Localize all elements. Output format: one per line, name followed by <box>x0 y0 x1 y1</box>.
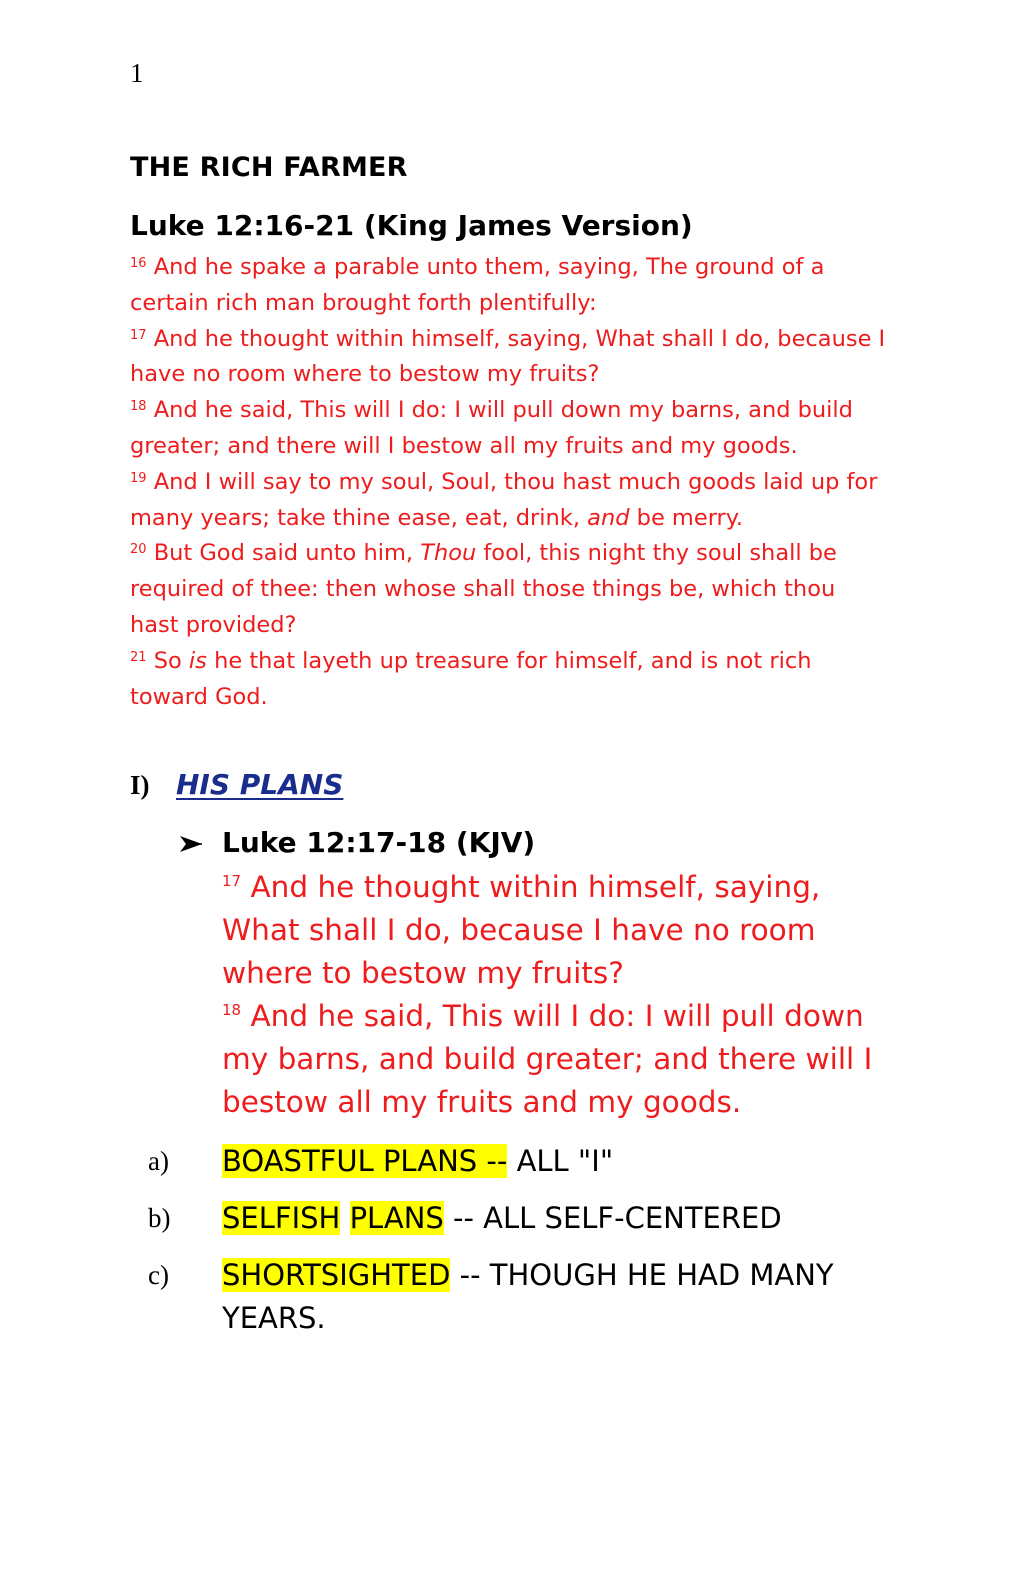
section-number: I) <box>130 770 150 800</box>
point-text <box>222 1140 842 1183</box>
points-list <box>130 1140 890 1354</box>
point-letter: b) <box>148 1203 171 1233</box>
bullet-reference <box>178 826 535 859</box>
verse-number: 16 <box>130 256 147 271</box>
verse-text: So <box>153 647 182 674</box>
page-number: 1 <box>130 58 144 88</box>
verse-19 <box>130 469 877 531</box>
point-rest: ALL "I" <box>516 1144 614 1178</box>
bullet-reference-label: Luke 12:17-18 (KJV) <box>222 826 536 859</box>
document-title: THE RICH FARMER <box>130 152 408 183</box>
sub-verse-18 <box>222 999 872 1119</box>
point-text <box>222 1197 842 1240</box>
highlighted-text: SELFISH <box>222 1201 341 1235</box>
verse-16 <box>130 254 824 316</box>
verse-text: And he thought within himself, saying, What shall I do, because I have no room where to bestow my fruits? <box>222 870 821 990</box>
verse-text: he that layeth up treasure for himself, and is not rich toward God. <box>130 647 812 710</box>
point-letter: a) <box>148 1146 169 1176</box>
verse-text: And he thought within himself, saying, What shall I do, because I have no room where to bestow my fruits? <box>130 325 886 388</box>
verse-number: 17 <box>222 872 242 890</box>
point-item <box>130 1140 890 1183</box>
scripture-passage <box>130 250 890 715</box>
verse-number: 18 <box>130 399 147 415</box>
point-text <box>222 1254 842 1340</box>
sub-passage <box>222 866 902 1124</box>
verse-text: But God said unto him, <box>153 540 414 567</box>
verse-number: 17 <box>130 327 147 343</box>
arrow-bullet-icon <box>178 833 208 855</box>
scripture-reference: Luke 12:16-21 (King James Version) <box>130 209 693 242</box>
verse-text: And he spake a parable unto them, saying, The ground of a certain rich man brought forth plentifully: <box>130 254 825 316</box>
verse-number: 21 <box>130 649 147 665</box>
verse-17 <box>130 326 885 388</box>
verse-text: And he said, This will I do: I will pull down my barns, and build greater; and there will I bestow all my fruits and my goods. <box>130 397 853 459</box>
point-rest: -- THOUGH HE HAD MANY YEARS. <box>222 1258 834 1335</box>
highlighted-text: BOASTFUL PLANS -- <box>222 1144 508 1178</box>
verse-italic: and <box>587 504 630 531</box>
verse-20 <box>130 540 837 638</box>
point-rest: -- ALL SELF-CENTERED <box>453 1201 782 1235</box>
verse-italic: Thou <box>420 540 477 567</box>
verse-text: fool, this night thy soul shall be required of thee: then whose shall those things be, which thou hast provided? <box>130 540 837 638</box>
point-item <box>130 1254 890 1340</box>
verse-text: And I will say to my soul, Soul, thou hast much goods laid up for many years; take thine ease, eat, drink, <box>130 468 878 531</box>
verse-number: 19 <box>130 470 147 486</box>
section-title: HIS PLANS <box>176 768 344 801</box>
highlighted-text: PLANS <box>349 1201 444 1235</box>
point-item <box>130 1197 890 1240</box>
verse-text: And he said, This will I do: I will pull down my barns, and build greater; and there will I bestow all my fruits and my goods. <box>222 999 873 1119</box>
section-heading <box>130 768 343 801</box>
verse-italic: is <box>188 647 207 674</box>
highlighted-text: SHORTSIGHTED <box>222 1258 451 1292</box>
verse-number: 18 <box>222 1001 242 1019</box>
verse-number: 20 <box>130 542 147 558</box>
verse-18 <box>130 397 853 459</box>
verse-21 <box>130 648 812 710</box>
point-letter: c) <box>148 1260 169 1290</box>
sub-verse-17 <box>222 870 820 990</box>
verse-text: be merry. <box>636 504 744 531</box>
